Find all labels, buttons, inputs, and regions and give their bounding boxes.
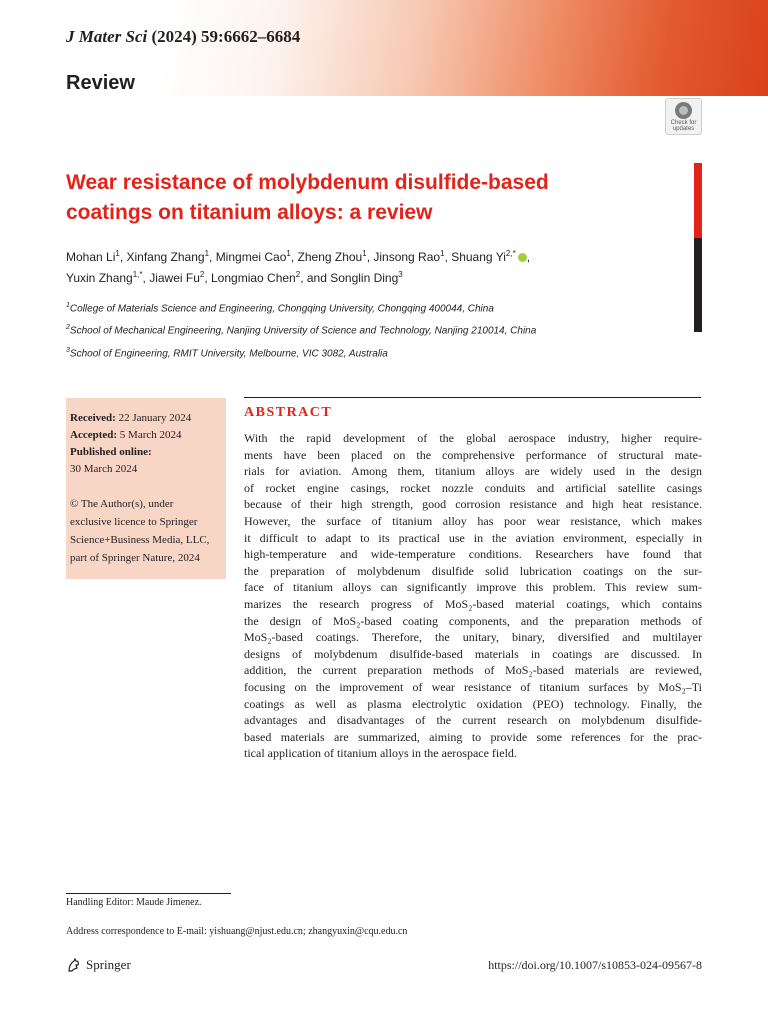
copyright-notice xyxy=(70,495,220,567)
journal-volume-pages: (2024) 59:6662–6684 xyxy=(147,27,301,46)
received-value: 22 January 2024 xyxy=(115,412,192,424)
affiliation-sup: 2 xyxy=(66,324,70,332)
journal-citation xyxy=(66,27,300,47)
author-affil-sup: 1 xyxy=(440,249,445,258)
affiliation-sup: 3 xyxy=(66,346,70,354)
abstract-line: MoS₂-based coatings. Therefore, the unitary, binary, diversified and multilayer xyxy=(244,630,702,645)
abstract-line: based materials are summarized, aiming to provide some references for the prac- xyxy=(244,729,702,744)
copyright-line: part of Springer Nature, 2024 xyxy=(70,552,200,564)
abstract-line: With the rapid development of the global aerospace industry, higher require- xyxy=(244,431,702,445)
article-type-label: Review xyxy=(66,72,135,94)
abstract-line: the preparation of molybdenum disulfide solid lubrication coatings on the sur- xyxy=(244,563,702,578)
author-affil-sup: 1 xyxy=(362,249,367,258)
doi-link[interactable]: https://doi.org/10.1007/s10853-024-09567-8 xyxy=(488,958,702,972)
abstract-line: addition, the current preparation methods of MoS₂-based materials are reviewed, xyxy=(244,663,702,678)
affiliation-text: College of Materials Science and Engineering, Chongqing University, Chongqing 400044, China xyxy=(69,303,494,315)
author-name[interactable]: Xinfang Zhang xyxy=(126,250,205,264)
author-affil-sup: 1 xyxy=(204,249,210,258)
author-affil-sup: 2 xyxy=(295,270,301,279)
affiliation-item xyxy=(66,296,666,318)
received-label: Received: xyxy=(70,412,116,424)
author-name[interactable]: Mingmei Cao xyxy=(215,250,287,264)
copyright-line: exclusive licence to Springer xyxy=(70,516,198,528)
affiliation-item xyxy=(66,318,666,340)
author-affil-sup: 2 xyxy=(199,270,205,279)
author-name[interactable]: Songlin Ding xyxy=(330,271,399,285)
side-accent-bar-red xyxy=(694,163,702,238)
author-name[interactable]: Shuang Yi xyxy=(451,250,506,264)
abstract-line: of rocket engine casings, rocket nozzle conduits and artificial satellite casings xyxy=(244,480,702,495)
abstract-line: focusing on the improvement of wear resistance of titanium surfaces by MoS₂–Ti xyxy=(244,679,702,694)
abstract-line: tical application of titanium alloys in the aerospace field. xyxy=(244,746,517,761)
author-name[interactable]: Longmiao Chen xyxy=(211,271,296,285)
abstract-line: designs of molybdenum disulfide-based materials in coatings are discussed. In xyxy=(244,646,702,661)
side-accent-bar-black xyxy=(694,238,702,332)
published-date: 30 March 2024 xyxy=(70,463,138,475)
check-for-updates-text: Check for updates xyxy=(670,120,697,132)
abstract-line: high-temperature and wide-temperature conditions. Researchers have found that xyxy=(244,547,702,562)
abstract-line: However, the surface of titanium alloy has poor wear resistance, which makes xyxy=(244,513,702,528)
correspondence-email[interactable]: Address correspondence to E-mail: yishuang@njust.edu.cn; zhangyuxin@cqu.edu.cn xyxy=(66,926,408,937)
abstract-line: coatings as well as plasma electrolytic oxidation (PEO) technology. Finally, the xyxy=(244,696,702,711)
copyright-line: © The Author(s), under xyxy=(70,498,174,510)
abstract-line: the design of MoS₂-based coating components, and the preparation methods of xyxy=(244,613,702,628)
author-affil-sup: 1 xyxy=(115,249,120,258)
check-for-updates-badge[interactable] xyxy=(665,98,702,135)
author-affil-sup: 1,* xyxy=(132,270,143,279)
abstract-line: face of titanium alloys can significantly improve this problem. This review sum- xyxy=(244,580,702,595)
title-line-2: coatings on titanium alloys: a review xyxy=(66,201,433,224)
accepted-value: 5 March 2024 xyxy=(117,429,182,441)
published-label xyxy=(70,444,220,461)
accepted-date xyxy=(70,427,220,444)
abstract-top-rule xyxy=(244,397,701,398)
affiliation-list xyxy=(66,296,666,363)
abstract-line: rials for aviation. Among them, titanium alloys are widely used in the design xyxy=(244,464,702,479)
author-name[interactable]: Zheng Zhou xyxy=(297,250,363,264)
abstract-text xyxy=(244,430,702,762)
abstract-line: it difficult to adapt to its practical use in the aviation environment, especially in xyxy=(244,530,702,545)
abstract-line: advantages and disadvantages of the current research on molybdenum disulfide- xyxy=(244,713,702,728)
received-date xyxy=(70,410,220,427)
affiliation-item xyxy=(66,341,666,363)
author-name[interactable]: Jiawei Fu xyxy=(149,271,200,285)
footnote-rule xyxy=(66,893,231,894)
article-title xyxy=(66,168,666,228)
affiliation-text: School of Mechanical Engineering, Nanjing University of Science and Technology, Nanjing 210014, China xyxy=(69,325,537,337)
article-history-box xyxy=(66,398,226,579)
orcid-icon[interactable] xyxy=(518,253,527,262)
author-name[interactable]: Yuxin Zhang xyxy=(66,271,133,285)
publisher-name: Springer xyxy=(86,957,131,972)
published-label-text: Published online: xyxy=(70,446,152,458)
accepted-label: Accepted: xyxy=(70,429,118,441)
publisher-logo xyxy=(66,957,131,973)
journal-abbrev: J Mater Sci xyxy=(66,27,148,46)
springer-horse-icon xyxy=(66,957,82,973)
abstract-line: ments have been placed on the comprehensive performance of structural mate- xyxy=(244,447,702,462)
title-line-1: Wear resistance of molybdenum disulfide-based xyxy=(66,171,549,194)
author-name[interactable]: Jinsong Rao xyxy=(373,250,441,264)
copyright-line: Science+Business Media, LLC, xyxy=(70,534,210,546)
author-name[interactable]: Mohan Li xyxy=(66,250,116,264)
affiliation-text: School of Engineering, RMIT University, Melbourne, VIC 3082, Australia xyxy=(69,347,388,359)
author-affil-sup: 1 xyxy=(286,249,291,258)
affiliation-sup: 1 xyxy=(66,302,70,309)
abstract-line: because of their high strength, good corrosion resistance and high heat resistance. xyxy=(244,497,702,512)
author-affil-sup: 3 xyxy=(398,270,403,279)
author-list: Mohan Li$^1$, Xinfang Zhang$^1$, Mingmei Cao$^1$, Zheng Zhou$^1$, Jinsong Rao$^1$, Shuang $Yi^{2,*}$ , Yuxin Zhang$^{1,*}$, Jiawei Fu$^2$, Longmiao Chen$^2$, and Songlin Ding$^3$ xyxy=(66,249,531,285)
handling-editor: Handling Editor: Maude Jimenez. xyxy=(66,897,202,908)
check-for-updates-icon xyxy=(675,102,692,119)
author-affil-sup: 2,* xyxy=(505,249,516,258)
abstract-line: marizes the research progress of MoS₂-based material coatings, which contains xyxy=(244,596,702,611)
abstract-heading: ABSTRACT xyxy=(244,405,333,420)
